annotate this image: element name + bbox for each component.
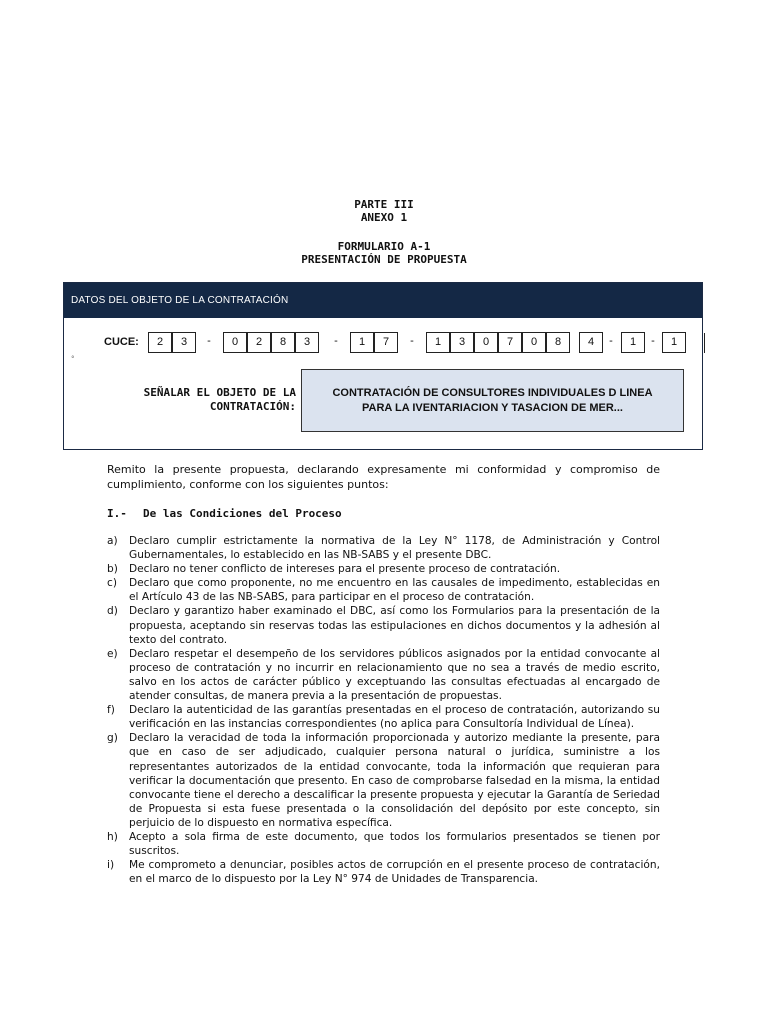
datos-objeto-panel [63, 282, 703, 450]
cuce-separator: - [410, 335, 414, 347]
list-item-text: Acepto a sola firma de este documento, que todos los formularios presentados se tienen por suscritos. [129, 830, 660, 858]
cuce-digit[interactable]: 1 [350, 332, 374, 353]
cuce-separator: - [207, 335, 211, 347]
list-item [107, 703, 660, 731]
cuce-digit[interactable]: 4 [579, 332, 603, 353]
intro-paragraph: Remito la presente propuesta, declarando expresamente mi conformidad y compromiso de cumplimiento, conforme con los siguientes puntos: [107, 463, 660, 491]
list-item-marker: f) [107, 704, 115, 717]
cuce-digit[interactable]: 1 [621, 332, 645, 353]
list-item-marker: d) [107, 605, 118, 618]
cuce-separator: - [609, 335, 613, 347]
list-item-text: Declaro y garantizo haber examinado el DBC, así como los Formularios para la presentación de la propuesta, aceptando sin reservas todas las estipulaciones en dichos documentos y la adhesión al texto del contrato. [129, 605, 660, 646]
list-item-text: Declaro respetar el desempeño de los servidores públicos asignados por la entidad convocante al proceso de contratación y no incurrir en relacionamiento que no sea a través de medio escrito, salvo en los actos de carácter público y exceptuando las consultas efectuadas al encargado de atender consultas, de manera previa a la presentación de propuestas. [129, 647, 660, 703]
cuce-digit[interactable]: 7 [374, 332, 398, 353]
cuce-digit[interactable]: 2 [247, 332, 271, 353]
cuce-digit[interactable]: 3 [450, 332, 474, 353]
cuce-digit[interactable]: 2 [148, 332, 172, 353]
section-title: De las Condiciones del Proceso [143, 507, 342, 520]
cuce-digit[interactable]: 0 [474, 332, 498, 353]
cuce-separator: - [651, 335, 655, 347]
objeto-value-line: CONTRATACIÓN DE CONSULTORES INDIVIDUALES D LINEA [332, 386, 653, 399]
cuce-label: CUCE: [104, 336, 139, 348]
cuce-separator: - [334, 335, 338, 347]
list-item-text: Declaro la veracidad de toda la información proporcionada y autorizo mediante la presente, para que en caso de ser adjudicado, cualquier persona natural o jurídica, suministre a los representantes autorizados de la entidad convocante, toda la información que requieran para verificar la documentación que presento. En caso de comprobarse falsedad en la misma, la entidad convocante tiene el derecho a descalificar la presente propuesta y ejecutar la Garantía de Seriedad de Propuesta si esta fuese presentada o la consolidación del depósito por este concepto, sin perjuicio de lo dispuesto en normativa específica. [129, 732, 660, 829]
document-heading [0, 198, 768, 224]
bullet-marker: ° [71, 355, 75, 363]
list-item [107, 534, 660, 562]
cuce-end-divider [704, 333, 705, 353]
list-item [107, 562, 660, 576]
list-item [107, 731, 660, 830]
list-item [107, 858, 660, 886]
list-item-marker: e) [107, 647, 118, 660]
datos-objeto-header: DATOS DEL OBJETO DE LA CONTRATACIÓN [64, 283, 702, 318]
objeto-label-line: CONTRATACIÓN: [209, 400, 296, 413]
cuce-digit[interactable]: 1 [662, 332, 686, 353]
list-item-text: Declaro la autenticidad de las garantías presentadas en el proceso de contratación, autorizando su verificación en las instancias correspondientes (no aplica para Consultoría Individual de Línea). [129, 704, 660, 731]
list-item-marker: h) [107, 830, 118, 843]
section-number: I.- [107, 507, 127, 520]
cuce-digit[interactable]: 7 [498, 332, 522, 353]
part-label: PARTE III [354, 198, 414, 211]
conditions-list [107, 534, 660, 886]
list-item [107, 576, 660, 604]
form-heading [0, 240, 768, 266]
form-number: FORMULARIO A-1 [337, 240, 431, 253]
list-item [107, 647, 660, 703]
cuce-digit[interactable]: 3 [295, 332, 319, 353]
list-item [107, 830, 660, 858]
list-item [107, 604, 660, 646]
objeto-value-line: PARA LA IVENTARIACION Y TASACION DE MER... [362, 401, 623, 414]
list-item-marker: a) [107, 535, 118, 547]
cuce-digit[interactable]: 8 [546, 332, 570, 353]
cuce-digit[interactable]: 1 [426, 332, 450, 353]
list-item-text: Declaro que como proponente, no me encuentro en las causales de impedimento, establecidas en el Artículo 43 de las NB-SABS, para participar en el proceso de contratación. [129, 577, 660, 604]
objeto-label-line: SEÑALAR EL OBJETO DE LA [143, 386, 296, 399]
list-item-text: Declaro no tener conflicto de intereses para el presente proceso de contratación. [129, 563, 561, 576]
cuce-digit[interactable]: 8 [271, 332, 295, 353]
list-item-marker: i) [107, 859, 115, 872]
list-item-marker: g) [107, 732, 118, 745]
annex-label: ANEXO 1 [360, 211, 408, 224]
list-item-text: Declaro cumplir estrictamente la normativa de la Ley N° 1178, de Administración y Control Gubernamentales, lo establecido en las NB-SABS y el presente DBC. [129, 535, 660, 562]
cuce-digit[interactable]: 0 [522, 332, 546, 353]
form-title: PRESENTACIÓN DE PROPUESTA [301, 253, 467, 266]
list-item-marker: b) [107, 563, 118, 576]
cuce-digit[interactable]: 0 [223, 332, 247, 353]
list-item-marker: c) [107, 577, 117, 590]
objeto-value-field[interactable] [301, 369, 684, 432]
objeto-label [114, 386, 296, 414]
cuce-digit[interactable]: 3 [172, 332, 196, 353]
list-item-text: Me comprometo a denunciar, posibles actos de corrupción en el presente proceso de contratación, en el marco de lo dispuesto por la Ley N° 974 de Unidades de Transparencia. [129, 859, 660, 886]
